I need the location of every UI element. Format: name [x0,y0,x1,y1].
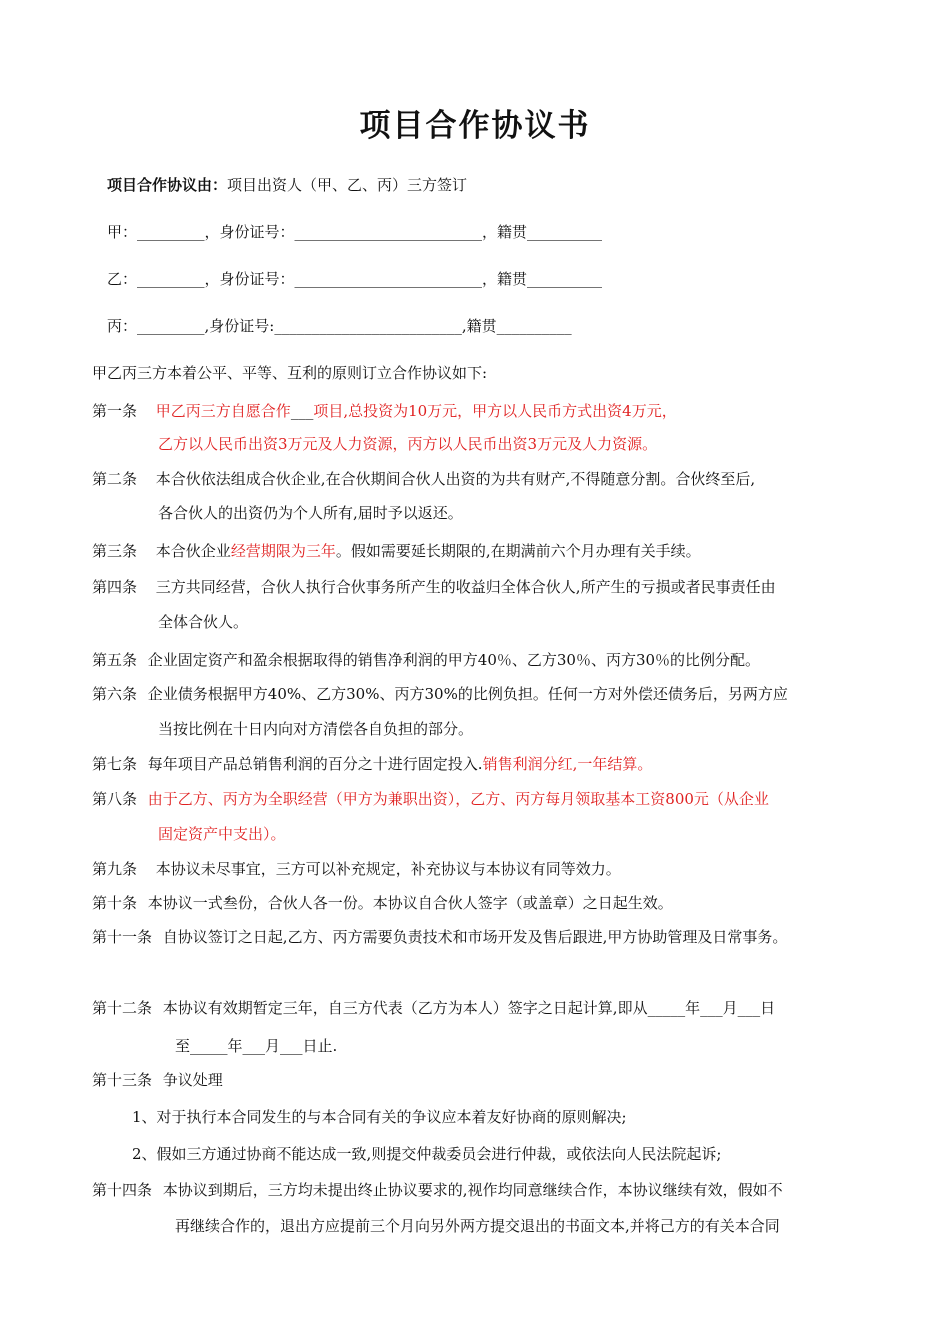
article-8-line-2: 固定资产中支出）。 [158,825,286,843]
article-3-label: 第三条 [92,542,138,560]
article-3 [92,541,701,561]
article-8-line-1: 由于乙方、丙方为全职经营（甲方为兼职出资），乙方、丙方每月领取基本工资800元（从企业 [147,790,769,808]
intro-text: 项目出资人（甲、乙、丙）三方签订 [227,176,468,194]
article-11 [92,927,787,947]
article-4-line-2: 全体合伙人。 [158,613,249,631]
article-5 [92,650,760,670]
article-4 [92,577,776,597]
article-10-text: 本协议一式叁份，合伙人各一份。本协议自合伙人签字（或盖章）之日起生效。 [147,894,673,912]
article-6-line-1: 企业债务根据甲方40%、乙方30%、丙方30%的比例负担。任何一方对外偿还债务后，另两方应 [147,685,788,703]
article-11-text: 自协议签订之日起,乙方、丙方需要负责技术和市场开发及售后跟进,甲方协助管理及日常事务。 [162,928,788,946]
article-2-line-2: 各合伙人的出资仍为个人所有,届时予以返还。 [158,504,463,522]
article-3-red-text: 经营期限为三年 [230,542,336,560]
article-10-label: 第十条 [92,894,138,912]
article-2 [92,469,755,489]
article-1-line-2: 乙方以人民币出资3万元及人力资源，丙方以人民币出资3万元及人力资源。 [158,435,658,453]
article-3-text-b: 。假如需要延长期限的,在期满前六个月办理有关手续。 [335,542,701,560]
article-6-line-2: 当按比例在十日内向对方清偿各自负担的部分。 [158,720,474,738]
article-7 [92,754,652,774]
article-12 [92,998,775,1018]
article-8-label: 第八条 [92,790,138,808]
article-14-line-1: 本协议到期后，三方均未提出终止协议要求的,视作均同意继续合作，本协议继续有效，假如不 [162,1181,783,1199]
article-7-label: 第七条 [92,755,138,773]
party-b-line: 乙：_________，身份证号：_________________________，籍贯__________ [107,270,603,288]
article-2-line-1: 本合伙依法组成合伙企业,在合伙期间合伙人出资的为共有财产,不得随意分割。合伙终至后, [155,470,756,488]
article-12-line-2: 至_____年___月___日止. [175,1037,338,1055]
article-5-label: 第五条 [92,651,138,669]
document-title: 项目合作协议书 [359,108,591,144]
article-13-label: 第十三条 [92,1071,153,1089]
article-4-line-1: 三方共同经营，合伙人执行合伙事务所产生的收益归全体合伙人,所产生的亏损或者民事责任由 [155,578,776,596]
article-6 [92,684,788,704]
article-4-label: 第四条 [92,578,138,596]
article-13-item-2: 2、假如三方通过协商不能达成一致,则提交仲裁委员会进行仲裁，或依法向人民法院起诉; [132,1145,722,1163]
party-a-line: 甲：_________，身份证号：_________________________，籍贯__________ [107,223,603,241]
intro-label: 项目合作协议由： [107,176,228,194]
article-1-text-b: 项目,总投资为10万元，甲方以人民币方式出资4万元， [313,402,677,420]
preamble: 甲乙丙三方本着公平、平等、互利的原则订立合作协议如下: [92,364,488,382]
article-3-text-a: 本合伙企业 [155,542,231,560]
article-13-title: 争议处理 [162,1071,223,1089]
article-13 [92,1070,223,1090]
article-14 [92,1180,783,1200]
article-1-text-a: 甲乙丙三方自愿合作 [155,402,291,420]
article-9-label: 第九条 [92,860,138,878]
article-8 [92,789,769,809]
article-1-label: 第一条 [92,402,138,420]
intro-line [107,175,467,195]
article-12-line-1: 本协议有效期暂定三年，自三方代表（乙方为本人）签字之日起计算,即从_____年___月___日 [162,999,776,1017]
party-c-line: 丙：_________,身份证号:_________________________,籍贯__________ [107,317,572,335]
article-9-text: 本协议未尽事宜，三方可以补充规定，补充协议与本协议有同等效力。 [155,860,621,878]
article-10 [92,893,673,913]
article-14-line-2: 再继续合作的，退出方应提前三个月向另外两方提交退出的书面文本,并将己方的有关本合同 [175,1217,780,1235]
article-1 [92,401,677,421]
article-7-red-text: 销售利润分红,一年结算。 [482,755,653,773]
article-9 [92,859,621,879]
article-5-text: 企业固定资产和盈余根据取得的销售净利润的甲方40％、乙方30％、丙方30％的比例分配。 [147,651,761,669]
article-14-label: 第十四条 [92,1181,153,1199]
article-12-label: 第十二条 [92,999,153,1017]
article-6-label: 第六条 [92,685,138,703]
article-11-label: 第十一条 [92,928,153,946]
article-1-blank: ___ [290,402,314,420]
article-2-label: 第二条 [92,470,138,488]
article-13-item-1: 1、对于执行本合同发生的与本合同有关的争议应本着友好协商的原则解决; [132,1108,627,1126]
article-7-text: 每年项目产品总销售利润的百分之十进行固定投入. [147,755,483,773]
